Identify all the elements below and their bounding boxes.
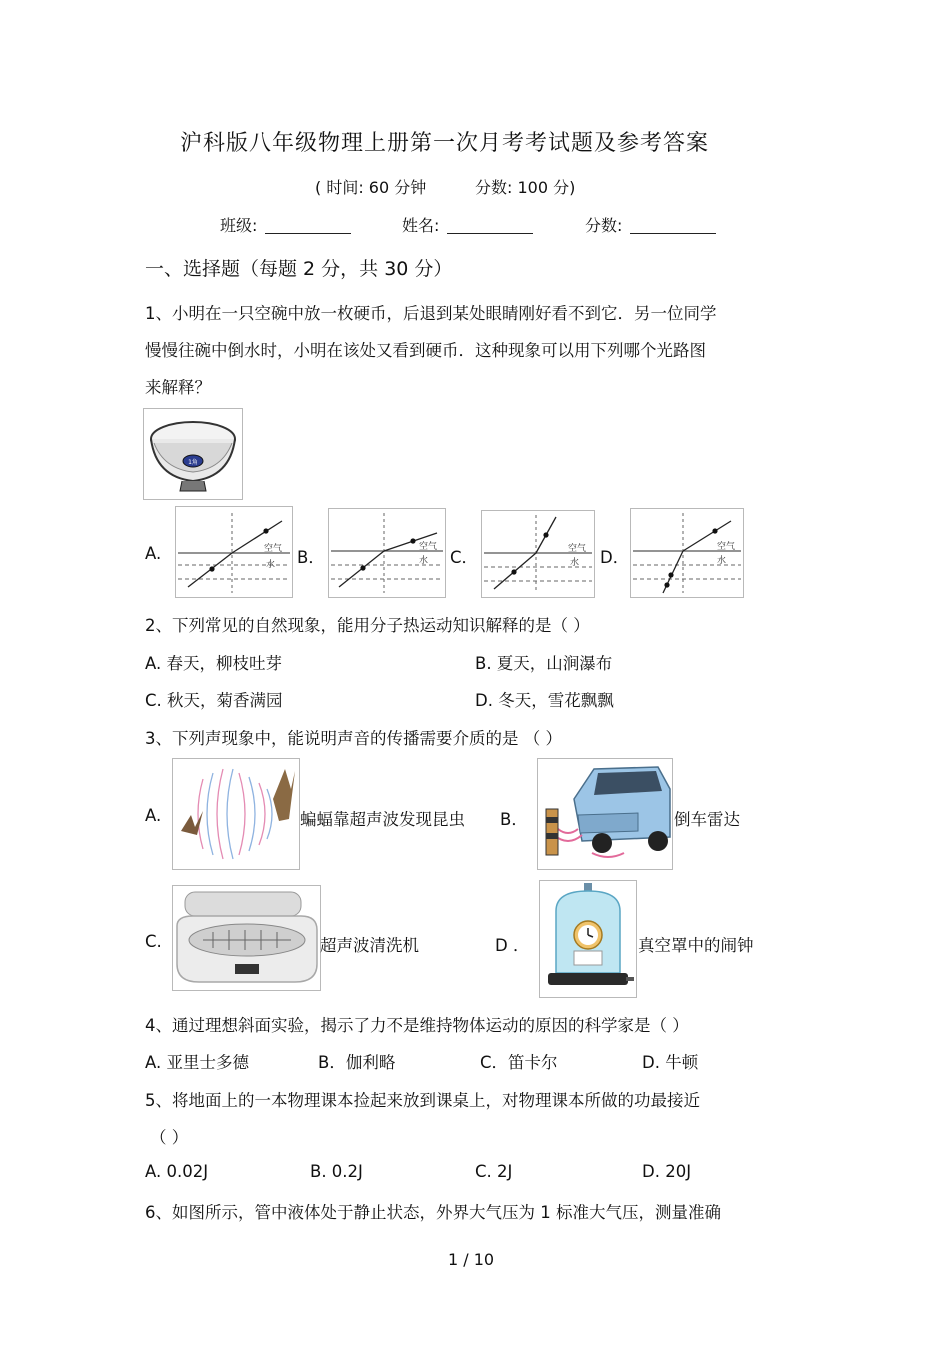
car-radar-image xyxy=(537,758,673,870)
q4-option-c: C．笛卡尔 xyxy=(480,1053,558,1072)
q1-option-d-label: D． xyxy=(600,548,630,567)
q2-option-b: B. 夏天，山涧瀑布 xyxy=(475,654,613,673)
q2-option-d: D. 冬天，雪花飘飘 xyxy=(475,691,614,710)
score-field xyxy=(585,213,716,236)
q2-stem: 2、下列常见的自然现象，能用分子热运动知识解释的是（ ） xyxy=(145,616,590,635)
q2-option-c: C. 秋天，菊香满园 xyxy=(145,691,283,710)
water-label-c: 水 xyxy=(570,558,580,568)
q2-option-a: A. 春天，柳枝吐芽 xyxy=(145,654,282,673)
ultrasonic-cleaner-image xyxy=(172,885,321,991)
q1-option-a-label: A. xyxy=(145,544,162,563)
q5-option-d: D. 20J xyxy=(642,1162,692,1181)
page-title: 沪科版八年级物理上册第一次月考考试题及参考答案 xyxy=(180,131,710,156)
q3-stem: 3、下列声现象中，能说明声音的传播需要介质的是 （ ） xyxy=(145,729,562,748)
water-label-b: 水 xyxy=(419,556,429,566)
page-number: 1 / 10 xyxy=(448,1250,495,1269)
q4-option-a: A. 亚里士多德 xyxy=(145,1053,249,1072)
air-label: 空气 xyxy=(264,544,283,554)
coin-text: 1角 xyxy=(188,459,198,466)
q3-option-b-label: B． xyxy=(500,810,528,829)
class-blank xyxy=(265,217,351,234)
section-heading: 一、选择题（每题 2 分，共 30 分） xyxy=(145,258,453,280)
q3-option-a-label: A. xyxy=(145,806,162,825)
q4-option-d: D. 牛顿 xyxy=(642,1053,699,1072)
q3-option-d-label: D ． xyxy=(495,936,530,955)
q4-stem: 4、通过理想斜面实验，揭示了力不是维持物体运动的原因的科学家是（ ） xyxy=(145,1016,689,1035)
name-blank xyxy=(447,217,533,234)
q6-stem: 6、如图所示，管中液体处于静止状态，外界大气压为 1 标准大气压，测量准确 xyxy=(145,1203,721,1222)
optics-diagram-c xyxy=(481,510,595,598)
bat-image xyxy=(172,758,300,870)
q3-option-c-label: C. xyxy=(145,932,162,951)
q5-option-b: B. 0.2J xyxy=(310,1162,363,1181)
air-label-c: 空气 xyxy=(568,544,587,554)
air-label-b: 空气 xyxy=(419,542,438,552)
class-label: 班级: xyxy=(220,216,258,235)
q5-option-c: C. 2J xyxy=(475,1162,513,1181)
q3-option-c-text: 超声波清洗机 xyxy=(320,936,419,955)
q5-option-a: A. 0.02J xyxy=(145,1162,209,1181)
air-label-d: 空气 xyxy=(717,542,736,552)
name-label: 姓名: xyxy=(402,216,440,235)
optics-diagram-a xyxy=(175,506,293,598)
water-label: 水 xyxy=(266,560,276,570)
q1-line-1: 1、小明在一只空碗中放一枚硬币，后退到某处眼睛刚好看不到它．另一位同学 xyxy=(145,304,717,323)
bowl-image xyxy=(143,408,243,500)
water-label-d: 水 xyxy=(717,556,727,566)
name-field xyxy=(402,213,533,236)
exam-total-score: 分数: 100 分) xyxy=(475,178,576,197)
q1-line-2: 慢慢往碗中倒水时，小明在该处又看到硬币．这种现象可以用下列哪个光路图 xyxy=(145,341,706,360)
score-blank xyxy=(630,217,716,234)
q3-option-a-text: 蝙蝠靠超声波发现昆虫 xyxy=(300,810,465,829)
q3-option-b-text: 倒车雷达 xyxy=(674,810,740,829)
score-label: 分数: xyxy=(585,216,623,235)
q5-answer-paren: （ ） xyxy=(150,1128,189,1147)
q4-option-b: B．伽利略 xyxy=(318,1053,396,1072)
q5-stem: 5、将地面上的一本物理课本捡起来放到课桌上，对物理课本所做的功最接近 xyxy=(145,1091,700,1110)
q1-option-c-label: C． xyxy=(450,548,479,567)
q1-line-3: 来解释？ xyxy=(145,378,211,397)
vacuum-bell-clock-image xyxy=(539,880,637,998)
class-field xyxy=(220,213,351,236)
q1-option-b-label: B． xyxy=(297,548,325,567)
exam-time: ( 时间: 60 分钟 xyxy=(315,178,427,197)
q3-option-d-text: 真空罩中的闹钟 xyxy=(638,936,754,955)
optics-diagram-b xyxy=(328,508,446,598)
optics-diagram-d xyxy=(630,508,744,598)
